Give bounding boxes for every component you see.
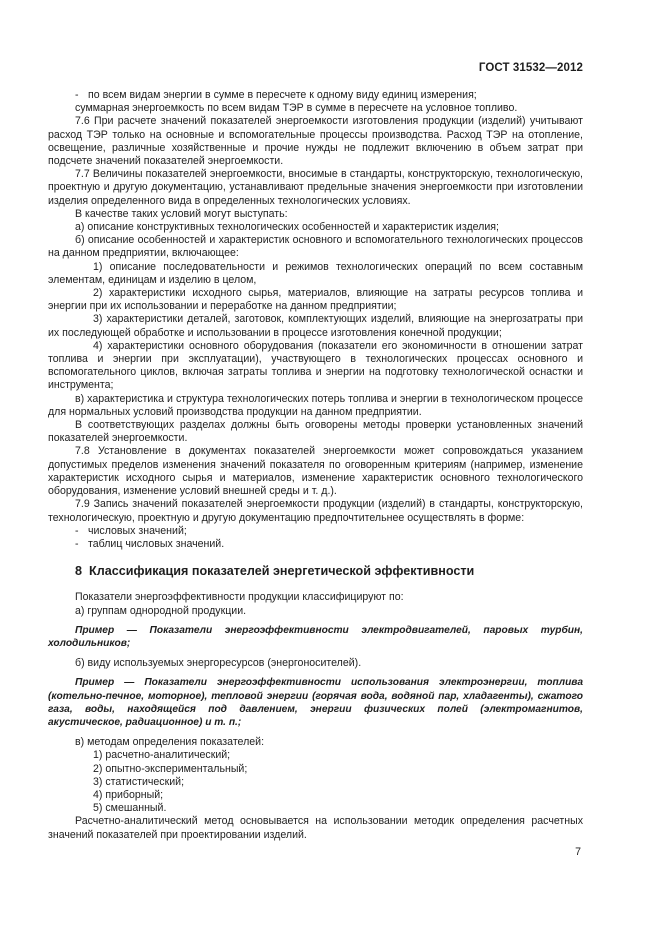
list-item: 2) характеристики исходного сырья, материалов, влияющие на затраты ресурсов топлива и энергии при их использовании и переработке на данном предприятии; [48,287,583,313]
section-heading [75,565,583,578]
list-item: 1) описание последовательности и режимов технологических операций по всем составным элементам, единицам и изделию в целом, [48,260,583,286]
page-number: 7 [575,846,581,858]
list-item: б) виду используемых энергоресурсов (энергоносителей). [75,657,362,670]
paragraph: В соответствующих разделах должны быть оговорены методы проверки установленных значений показателей энергоемкости. [48,419,583,445]
list-item [48,525,583,538]
paragraph-text: таблиц числовых значений. [88,537,225,550]
method-item: 2) опытно-экспериментальный; [93,762,248,775]
list-item [48,89,583,102]
paragraph: Показатели энергоэффективности продукции классифицируют по: [75,591,404,604]
paragraph-7-6: 7.6 При расчете значений показателей энергоемкости изготовления продукции (изделий) учитывают расход ТЭР только на основные и вспомогательные процессы производства. Расход ТЭР на отопление, освещение, различные хозяйственные и прочие нужды не подлежит включению в объем затрат при подсчете значений показателей энергоемкости. [48,115,583,168]
paragraph-text: суммарная энергоемкость по всем видам ТЭР в сумме в пересчете на условное топливо. [75,102,518,115]
list-item: а) группам однородной продукции. [75,604,247,617]
list-item [48,102,583,115]
example-note: Пример — Показатели энергоэффективности электродвигателей, паровых турбин, холодильников; [48,624,583,649]
paragraph: В качестве таких условий могут выступать: [75,207,288,220]
paragraph: Расчетно-аналитический метод основывается на использовании методик определения расчетных значений показателей при проектировании изделий. [48,815,583,841]
list-item: в) методам определения показателей: [75,736,265,749]
section-title-text: Классификация показателей энергетической эффективности [89,564,475,579]
example-note: Пример — Показатели энергоэффективности использования электроэнергии, топлива (котельно-печное, моторное), тепловой энергии (горячая вода, водяной пар, хладагенты), сжатого газа, воды, находящейся под давлением, энергии физических полей (электромагнитов, акустическое, радиационное) и т. п.; [48,677,583,728]
list-marker: - [75,89,79,101]
paragraph-text: числовых значений; [88,524,187,537]
list-item [48,538,583,551]
method-item: 4) приборный; [93,788,164,801]
method-item: 5) смешанный. [93,802,167,815]
paragraph-text: по всем видам энергии в сумме в пересчете к одному виду единиц измерения; [88,89,477,101]
document-code: ГОСТ 31532—2012 [478,62,583,74]
paragraph-7-9: 7.9 Запись значений показателей энергоемкости продукции (изделий) в стандарты, конструкторскую, технологическую, проектную и другую документацию предпочтительнее осуществлять в форме: [48,498,583,524]
list-item: а) описание конструктивных технологических особенностей и характеристик изделия; [75,221,499,234]
list-item: 3) характеристики деталей, заготовок, комплектующих изделий, влияющие на энергозатраты при их последующей обработке и использовании в процессе изготовления конечной продукции; [48,313,583,339]
list-item: в) характеристика и структура технологических потерь топлива и энергии в технологическом процессе для нормальных условий производства продукции на данном предприятии. [48,392,583,418]
paragraph-7-8: 7.8 Установление в документах показателей энергоемкости может сопровождаться указанием допустимых пределов изменения значений показателя по оговоренным критериям (например, изменение характеристик исходного сырья и материалов, изменение характеристик основного технологического оборудования, изменение условий внешней среды и т. д.). [48,445,583,498]
list-marker: - [75,524,79,537]
list-item: б) описание особенностей и характеристик основного и вспомогательного технологических процессов на данном предприятии, включающее: [48,234,583,260]
list-marker: - [75,537,79,550]
paragraph-7-7: 7.7 Величины показателей энергоемкости, вносимые в стандарты, конструкторскую, технологическую, проектную и другую документацию, устанавливают предельные значения энергоемкости при изготовлении изделия определенного вида в определенных технологических условиях. [48,168,583,207]
page-content [48,89,583,842]
section-number: 8 [75,564,83,579]
method-item: 3) статистический; [93,775,185,788]
method-item: 1) расчетно-аналитический; [93,749,231,762]
list-item: 4) характеристики основного оборудования (показатели его экономичности в отношении затрат топлива и энергии при эксплуатации), участвующего в технологических процессах основного и вспомогательного циклов, включая затраты топлива и энергии на подготовку технологической оснастки и инструмента; [48,339,583,392]
